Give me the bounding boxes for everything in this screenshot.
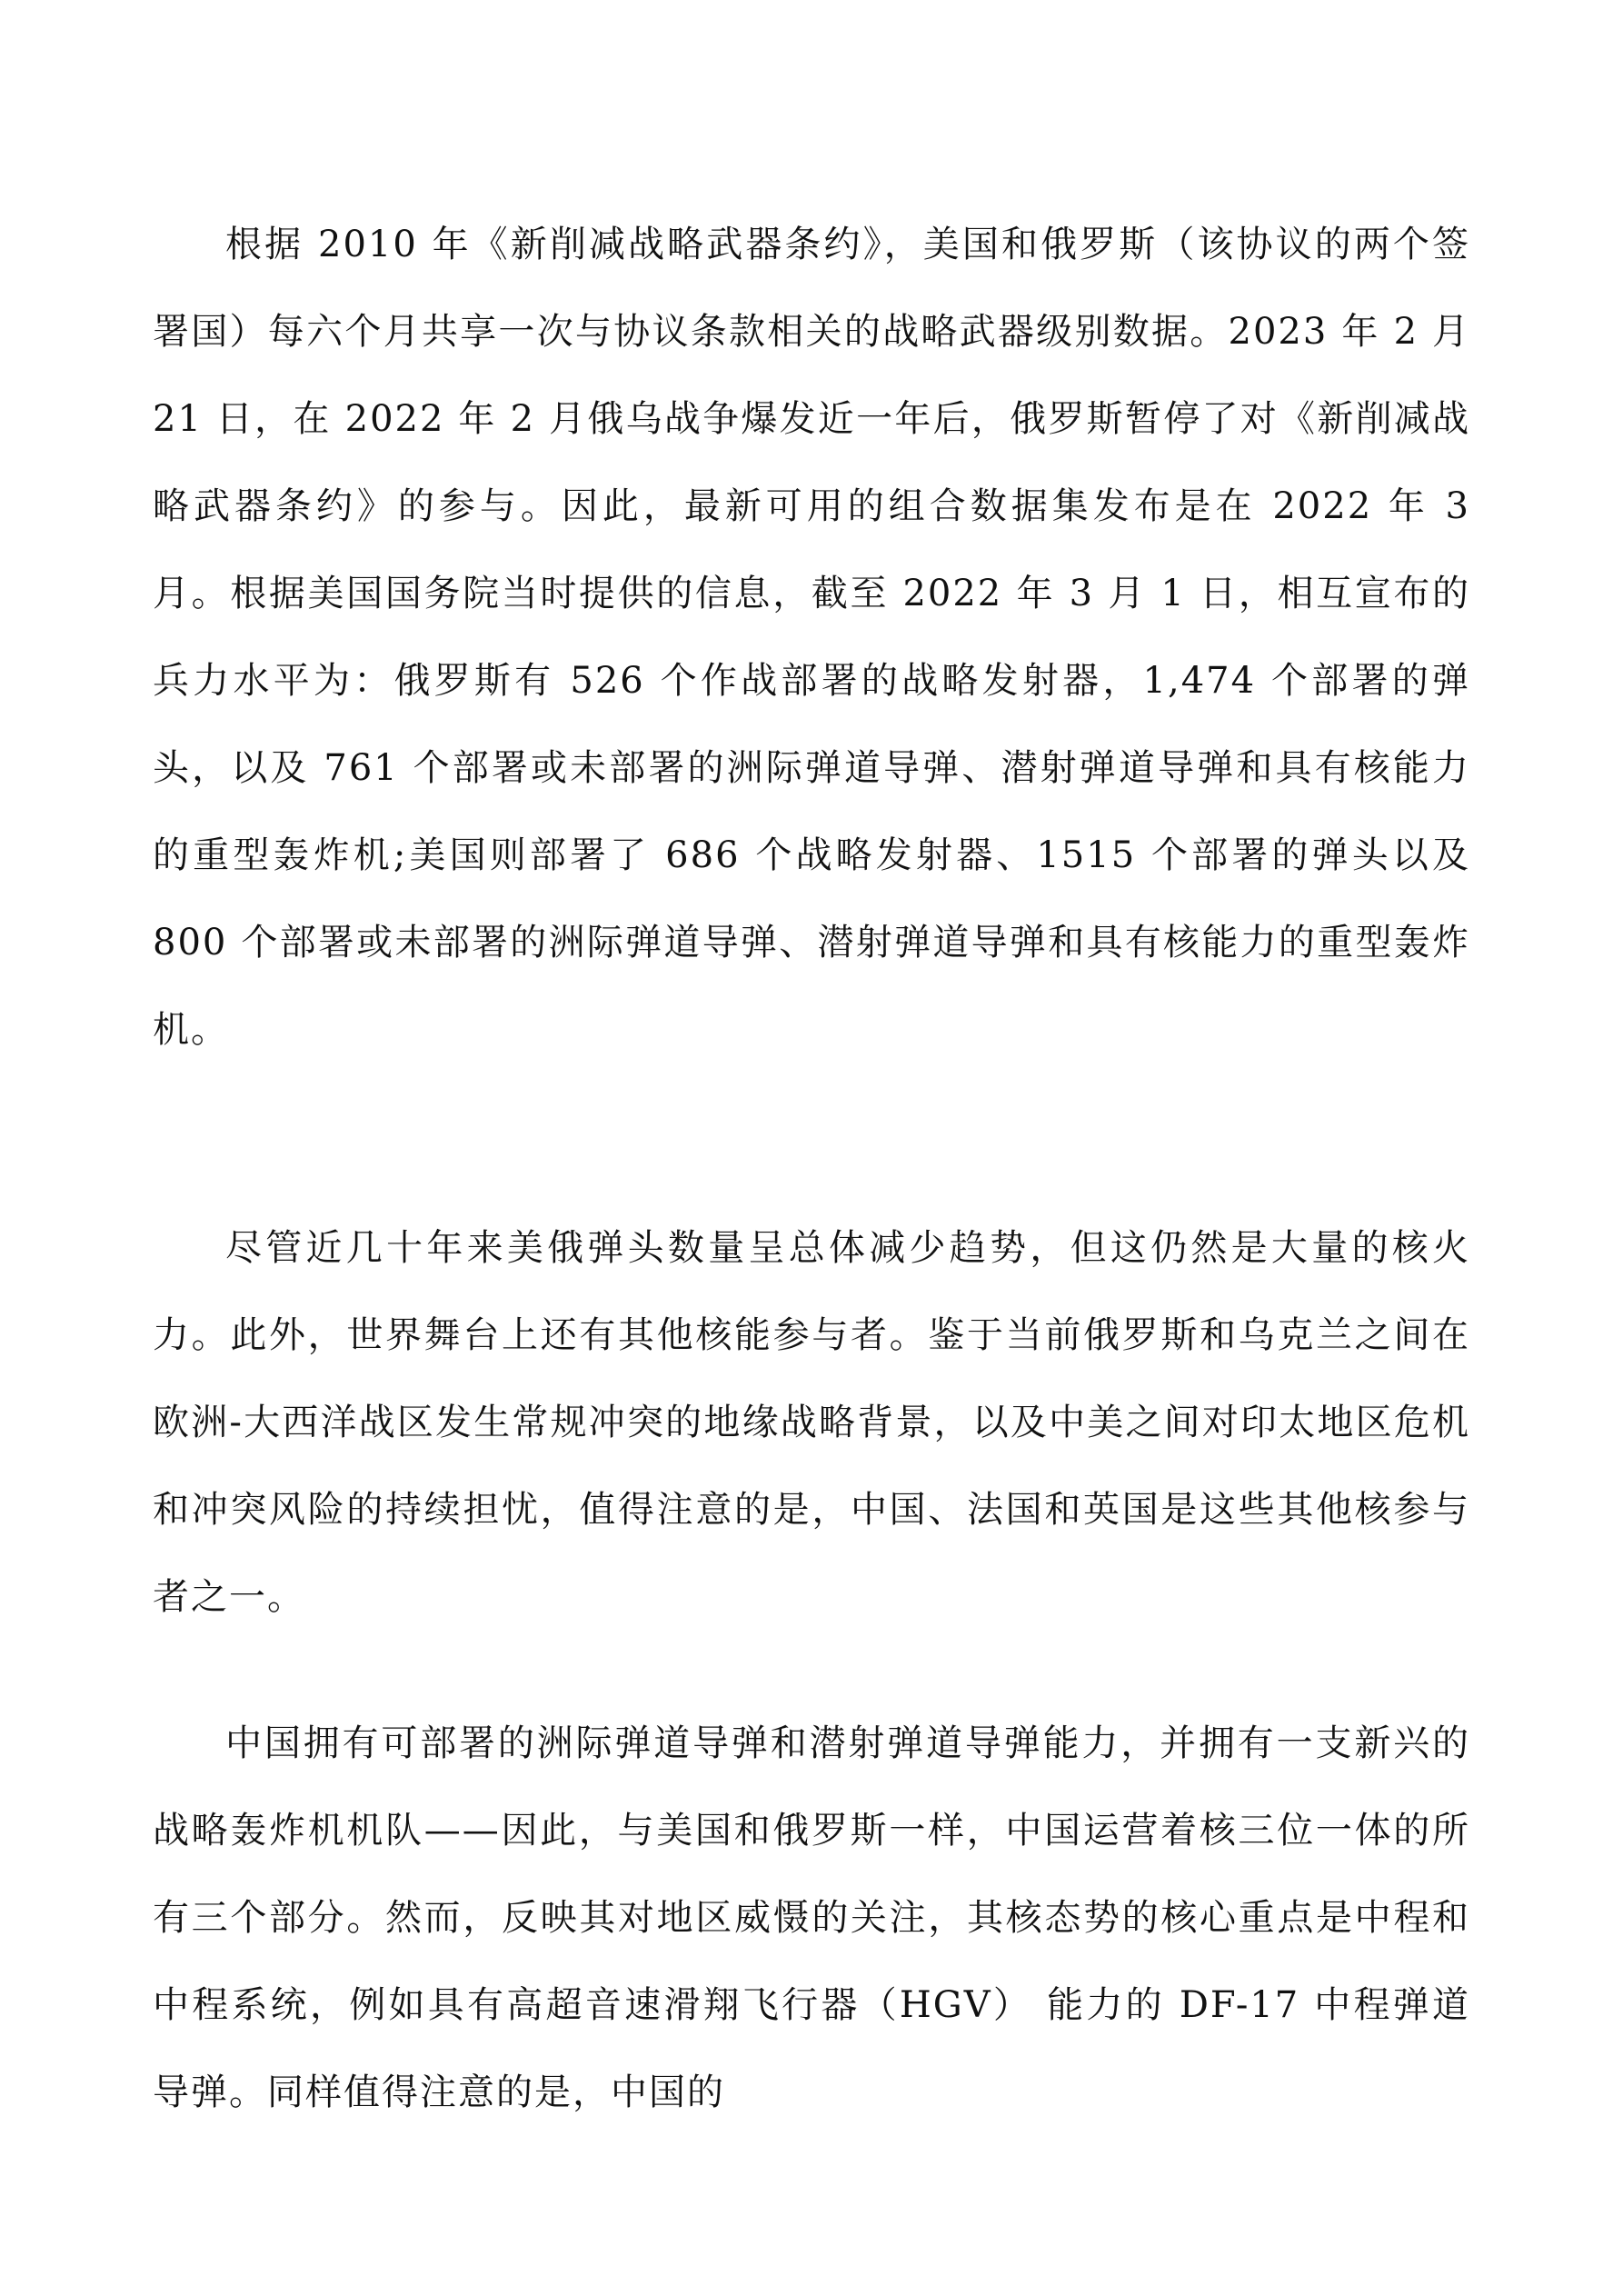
paragraph-new-start-treaty: 根据 2010 年《新削减战略武器条约》，美国和俄罗斯（该协议的两个签署国）每六个月共享一次与协议条款相关的战略武器级别数据。2023 年 2 月 21 日，在 2022 年 2 月俄乌战争爆发近一年后，俄罗斯暂停了对《新削减战略武器条约》的参与。因此，最新可用的组合数据集发布是在 2022 年 3 月。根据美国国务院当时提供的信息，截至 2022 年 3 月 1 日，相互宣布的兵力水平为：俄罗斯有 526 个作战部署的战略发射器，1,474 个部署的弹头，以及 761 个部署或未部署的洲际弹道导弹、潜射弹道导弹和具有核能力的重型轰炸机;美国则部署了 686 个战略发射器、1515 个部署的弹头以及 800 个部署或未部署的洲际弹道导弹、潜射弹道导弹和具有核能力的重型轰炸机。 (153, 224, 1470, 1051)
paragraph-china-nuclear-triad: 中国拥有可部署的洲际弹道导弹和潜射弹道导弹能力，并拥有一支新兴的战略轰炸机机队——因此，与美国和俄罗斯一样，中国运营着核三位一体的所有三个部分。然而，反映其对地区威慑的关注，其核态势的核心重点是中程和中程系统，例如具有高超音速滑翔飞行器（HGV） 能力的 DF-17 中程弹道导弹。同样值得注意的是，中国的 (153, 1722, 1470, 2113)
paragraph-other-nuclear-actors: 尽管近几十年来美俄弹头数量呈总体减少趋势，但这仍然是大量的核火力。此外，世界舞台上还有其他核能参与者。鉴于当前俄罗斯和乌克兰之间在欧洲-大西洋战区发生常规冲突的地缘战略背景，以及中美之间对印太地区危机和冲突风险的持续担忧，值得注意的是，中国、法国和英国是这些其他核参与者之一。 (153, 1227, 1470, 1618)
